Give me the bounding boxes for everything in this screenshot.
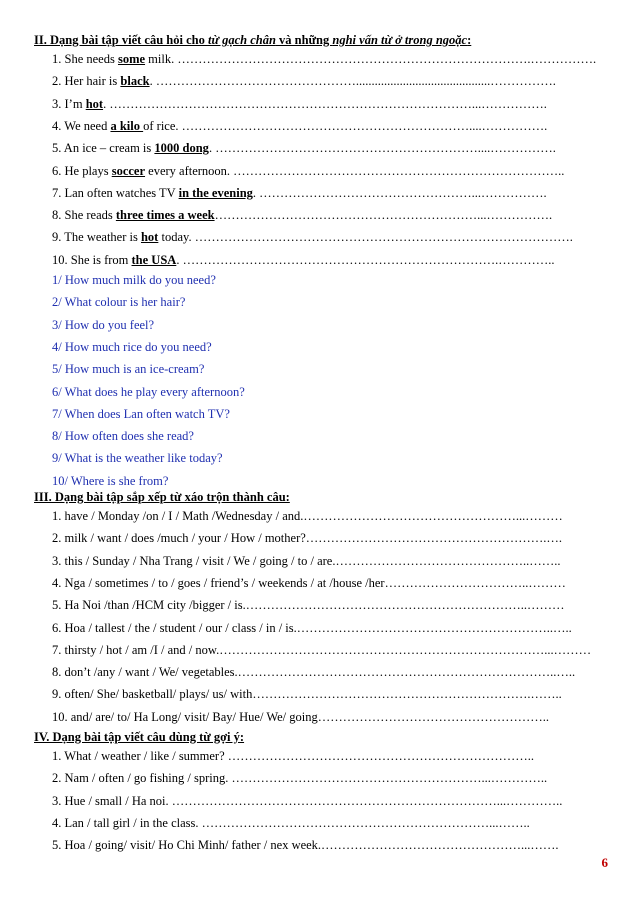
prompt-item: 2. Nam / often / go fishing / spring. ……………………………………………………...………….. [52, 771, 548, 786]
underlined-word: black [120, 74, 150, 89]
underlined-word: soccer [111, 163, 146, 178]
underlined-word: the USA [131, 252, 177, 267]
prompt-item: 5. Hoa / going/ visit/ Ho Chi Minh/ father / nex week.…………………………………………...……. [52, 838, 559, 853]
question-item: 10. She is from the USA. ………………………………………………………………….………….. [52, 252, 555, 267]
answer-item: 1/ How much milk do you need? [52, 273, 216, 287]
question-item: 3. I’m hot. ……………………………………………………………………………...……………. [52, 96, 547, 111]
question-item: 4. We need a kilo of rice. ……………………………………………………………....……………. [52, 118, 548, 133]
underlined-word: some [117, 52, 146, 66]
prompt-item: 4. Lan / tall girl / in the class. ……………………………………………………………...…….. [52, 815, 530, 830]
section-3-title: III. Dạng bài tập sắp xếp từ xáo trộn thành câu: [34, 490, 290, 504]
answer-item: 10/ Where is she from? [52, 473, 169, 488]
scramble-item: 7. thirsty / hot / am /I / and / now.……………………………………………………………………...……… [52, 642, 592, 657]
scramble-item: 8. don’t /any / want / We/ vegetables.…………………………………………………………………..….. [52, 665, 576, 680]
prompt-item: 1. What / weather / like / summer? ……………………………………………………………….. [52, 749, 535, 763]
section-4-title: IV. Dạng bài tập viết câu dùng từ gợi ý: [34, 730, 245, 744]
scramble-item: 1. have / Monday /on / I / Math /Wednesday / and.……………………………………………...……… [52, 509, 563, 523]
answer-item: 5/ How much is an ice-cream? [52, 362, 205, 377]
prompt-item: 3. Hue / small / Ha noi. ……………………………………………………………………...………….. [52, 793, 563, 808]
scramble-item: 6. Hoa / tallest / the / student / our / class / in / is.……………………………………………………..….. [52, 620, 572, 635]
page-number: 6 [601, 855, 608, 870]
answer-item: 3/ How do you feel? [52, 317, 155, 332]
question-item: 2. Her hair is black. …………………………………………...........................................……………. [52, 74, 556, 89]
underlined-word: hot [85, 96, 104, 111]
answer-item: 4/ How much rice do you need? [52, 339, 212, 354]
underlined-word: a kilo [110, 118, 144, 133]
underlined-word: in the evening [178, 185, 253, 200]
underlined-word: 1000 dong [154, 141, 209, 156]
scramble-item: 4. Nga / sometimes / to / goes / friend’s / weekends / at /house /her……………………………..……… [52, 575, 566, 590]
question-item: 9. The weather is hot today. ………………………………………………………………………………. [52, 230, 573, 245]
scramble-item: 5. Ha Noi /than /HCM city /bigger / is.…………………………………………………………..……… [52, 598, 565, 613]
scramble-item: 3. this / Sunday / Nha Trang / visit / We / going / to / are.………………………………………..…….. [52, 553, 561, 568]
question-item: 6. He plays soccer every afternoon. …………………………………………………………………….. [52, 163, 565, 178]
underlined-word: three times a week [115, 208, 215, 223]
answer-item: 6/ What does he play every afternoon? [52, 384, 245, 399]
answer-item: 7/ When does Lan often watch TV? [52, 406, 230, 421]
question-item: 7. Lan often watches TV in the evening. ……………………………………………...……………. [52, 185, 547, 200]
section-2-title: II. Dạng bài tập viết câu hỏi cho từ gạch chân và những nghi vấn từ ở trong ngoặc: [34, 33, 472, 47]
question-item: 8. She reads three times a week………………………………………………………...……………. [52, 208, 553, 223]
answer-item: 9/ What is the weather like today? [52, 451, 223, 466]
underlined-word: hot [140, 230, 159, 245]
question-item: 5. An ice – cream is 1000 dong. ………………………………………………………....……………. [52, 141, 556, 156]
answer-item: 8/ How often does she read? [52, 429, 194, 444]
question-item: 1. She needs some milk. ………………………………………………………………………….……………. [52, 52, 597, 66]
scramble-item: 10. and/ are/ to/ Ha Long/ visit/ Bay/ Hue/ We/ going……………………………………………….. [52, 709, 549, 724]
scramble-item: 2. milk / want / does /much / your / How / mother?………………………………………………….…. [52, 531, 563, 546]
scramble-item: 9. often/ She/ basketball/ plays/ us/ with………………………………………………………….…….. [52, 687, 562, 702]
answer-item: 2/ What colour is her hair? [52, 295, 186, 310]
